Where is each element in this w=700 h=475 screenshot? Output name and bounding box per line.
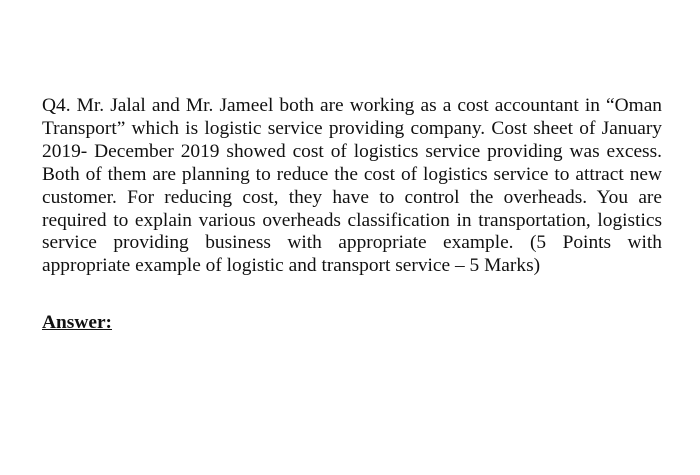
- answer-label: Answer:: [42, 312, 113, 334]
- document-body: [42, 95, 662, 335]
- question-text: Q4. Mr. Jalal and Mr. Jameel both are working as a cost accountant in “Oman Transport” which is logistic service providing company. Cost sheet of January 2019- December 2019 showed cost of logistics service providing was excess. Both of them are planning to reduce the cost of logistics service to attract new customer. For reducing cost, they have to control the overheads. You are required to explain various overheads classification in transportation, logistics service providing business with appropriate example. (5 Points with appropriate example of logistic and transport service – 5 Marks): [42, 95, 662, 277]
